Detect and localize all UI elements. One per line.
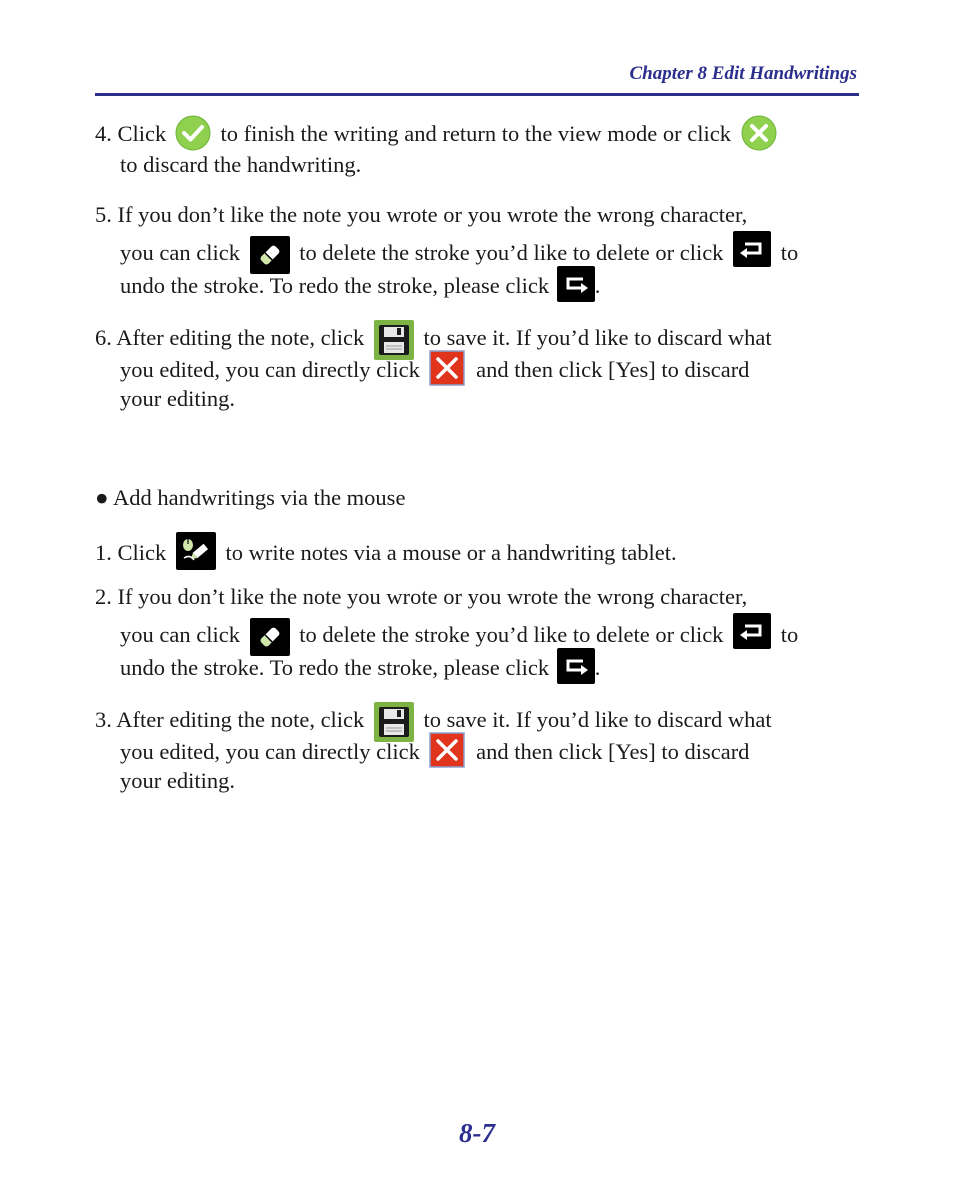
step-2-line-3 [120,652,600,688]
undo-icon [733,613,771,649]
step-5-line-2 [120,236,798,274]
header-divider [95,93,859,96]
step-6-text-b: to save it. If you’d like to discard what [423,325,772,351]
step-2-text-b: you can click [120,622,240,648]
step-2-line-2 [120,618,798,656]
pen-mouse-icon [176,532,216,570]
step-5-text-b: you can click [120,240,240,266]
undo-icon [733,231,771,267]
step-2-line-1: 2. If you don’t like the note you wrote or you wrote the wrong character, [95,584,748,609]
step-3-text-d: and then click [Yes] to discard [476,739,750,765]
step-3-text-b: to save it. If you’d like to discard what [423,707,772,733]
eraser-icon [250,236,290,274]
step-6-text-d: and then click [Yes] to discard [476,357,750,383]
step-5-text-d: to [780,240,799,266]
step-5-line-1: 5. If you don’t like the note you wrote or you wrote the wrong character, [95,202,748,227]
step-4-line-2: to discard the handwriting. [120,152,362,177]
step-3-text-a: 3. After editing the note, click [95,707,365,733]
redo-icon [557,648,595,684]
delete-x-icon [429,732,465,768]
delete-x-icon [429,350,465,386]
step-3-line-3: your editing. [120,768,235,793]
section-2-heading: ● Add handwritings via the mouse [95,485,406,510]
step-3-text-c: you edited, you can directly click [120,739,420,765]
step-6-text-a: 6. After editing the note, click [95,325,365,351]
step-5-text-c: to delete the stroke you’d like to delete or click [299,240,724,266]
eraser-icon [250,618,290,656]
step-5-line-3 [120,270,600,306]
x-circle-icon [741,115,777,151]
step-2-text-e: undo the stroke. To redo the stroke, please click [120,655,550,681]
step-4-text-b: to finish the writing and return to the view mode or click [220,121,732,147]
step-2-text-c: to delete the stroke you’d like to delete or click [299,622,724,648]
step-4-line-1 [95,118,777,154]
step-6-line-3: your editing. [120,386,235,411]
redo-icon [557,266,595,302]
check-circle-icon [175,115,211,151]
step-4-text-a: 4. Click [95,121,167,147]
chapter-title: Chapter 8 Edit Handwritings [629,63,857,84]
step-1-text-a: 1. Click [95,540,167,566]
step-2-text-d: to [780,622,799,648]
page-number: 8-7 [459,1118,495,1148]
step-2-text-f: . [594,655,601,681]
step-5-text-f: . [594,273,601,299]
step-5-text-e: undo the stroke. To redo the stroke, please click [120,273,550,299]
step-6-text-c: you edited, you can directly click [120,357,420,383]
step-1-line-1 [95,536,677,574]
step-1-text-b: to write notes via a mouse or a handwriting tablet. [225,540,677,566]
